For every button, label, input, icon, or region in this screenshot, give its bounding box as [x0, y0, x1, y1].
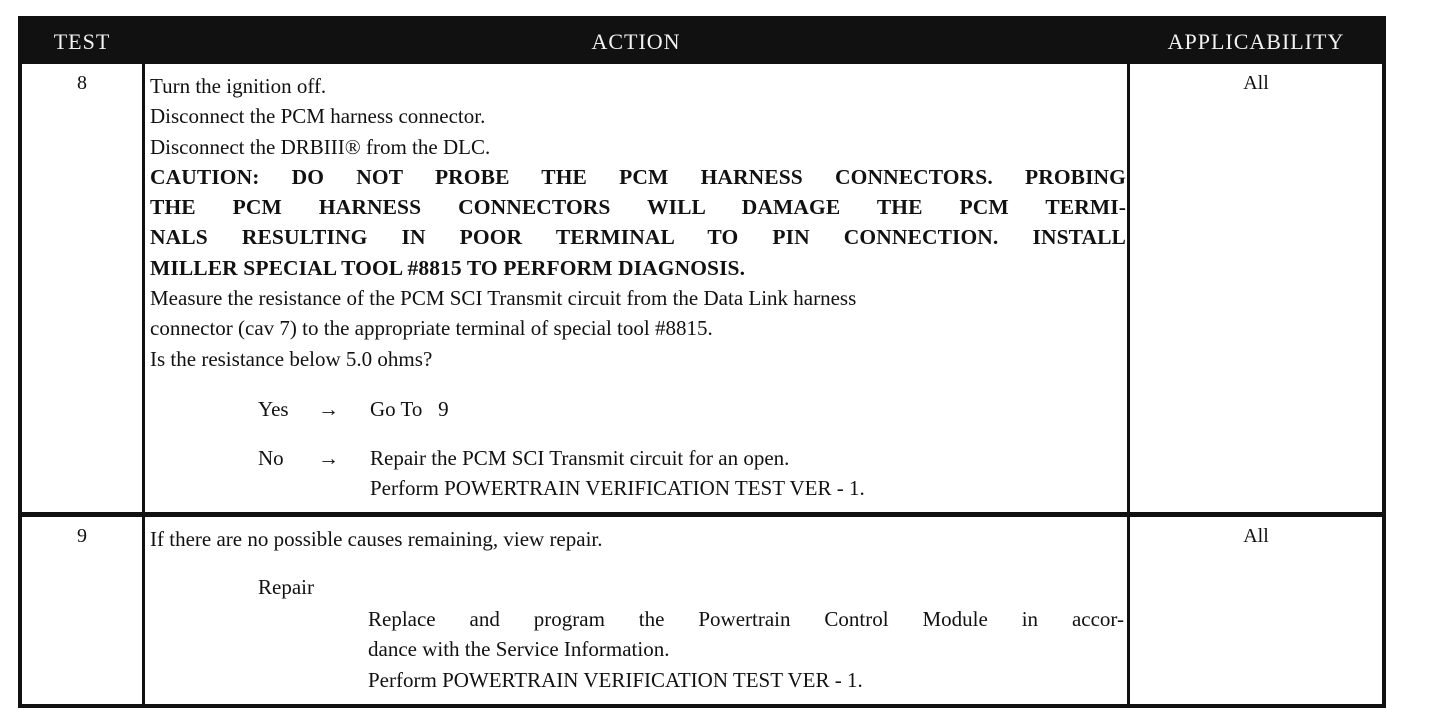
yes-label: Yes [258, 397, 289, 421]
action-line: Turn the ignition off. [150, 74, 327, 98]
action-line: Disconnect the PCM harness connector. [150, 104, 486, 129]
diagnostic-test-table [18, 16, 1386, 708]
action-line: Is the resistance below 5.0 ohms? [150, 346, 433, 371]
right-arrow-icon: → [318, 446, 339, 470]
action-line: Measure the resistance of the PCM SCI Transmit circuit from the Data Link harness [150, 286, 857, 311]
caution-warning [150, 162, 1126, 283]
repair-instructions [368, 604, 1124, 695]
action-line: connector (cav 7) to the appropriate terminal of special tool #8815. [150, 316, 713, 341]
no-result-line: Perform POWERTRAIN VERIFICATION TEST VER - 1. [370, 476, 865, 501]
action-text-8 [150, 71, 1126, 374]
repair-label: Repair [258, 575, 314, 599]
action-text-9 [150, 524, 1126, 554]
no-result [370, 443, 865, 504]
table-header [22, 20, 1382, 64]
right-arrow-icon: → [318, 397, 339, 421]
no-result-line: Repair the PCM SCI Transmit circuit for an open. [370, 446, 790, 470]
no-label: No [258, 446, 284, 470]
applicability-9: All [1243, 525, 1269, 547]
no-branch [258, 443, 1098, 505]
applicability-8: All [1243, 72, 1269, 94]
caution-line: CAUTION: DO NOT PROBE THE PCM HARNESS CONNECTORS. PROBING [150, 164, 1126, 189]
action-line: Disconnect the DRBIII® from the DLC. [150, 134, 491, 159]
test-number-8: 8 [77, 72, 87, 94]
yes-result: Go To 9 [370, 397, 449, 421]
row-divider [22, 512, 1382, 517]
test-number-9: 9 [77, 525, 87, 547]
caution-line: THE PCM HARNESS CONNECTORS WILL DAMAGE THE PCM TERMI- [150, 195, 1126, 220]
header-test: TEST [53, 29, 111, 54]
repair-line: Perform POWERTRAIN VERIFICATION TEST VER - 1. [368, 667, 863, 692]
header-action: ACTION [591, 29, 681, 54]
action-line: If there are no possible causes remaining, view repair. [150, 527, 603, 551]
repair-line: Replace and program the Powertrain Control Module in accor- [368, 607, 1124, 631]
column-divider-applicability [1127, 64, 1130, 704]
header-applicability: APPLICABILITY [1167, 29, 1345, 54]
caution-line: MILLER SPECIAL TOOL #8815 TO PERFORM DIAGNOSIS. [150, 255, 746, 280]
column-divider-test [142, 64, 145, 704]
repair-line: dance with the Service Information. [368, 637, 670, 662]
yes-branch [258, 394, 1098, 426]
caution-line: NALS RESULTING IN POOR TERMINAL TO PIN CONNECTION. INSTALL [150, 225, 1126, 250]
